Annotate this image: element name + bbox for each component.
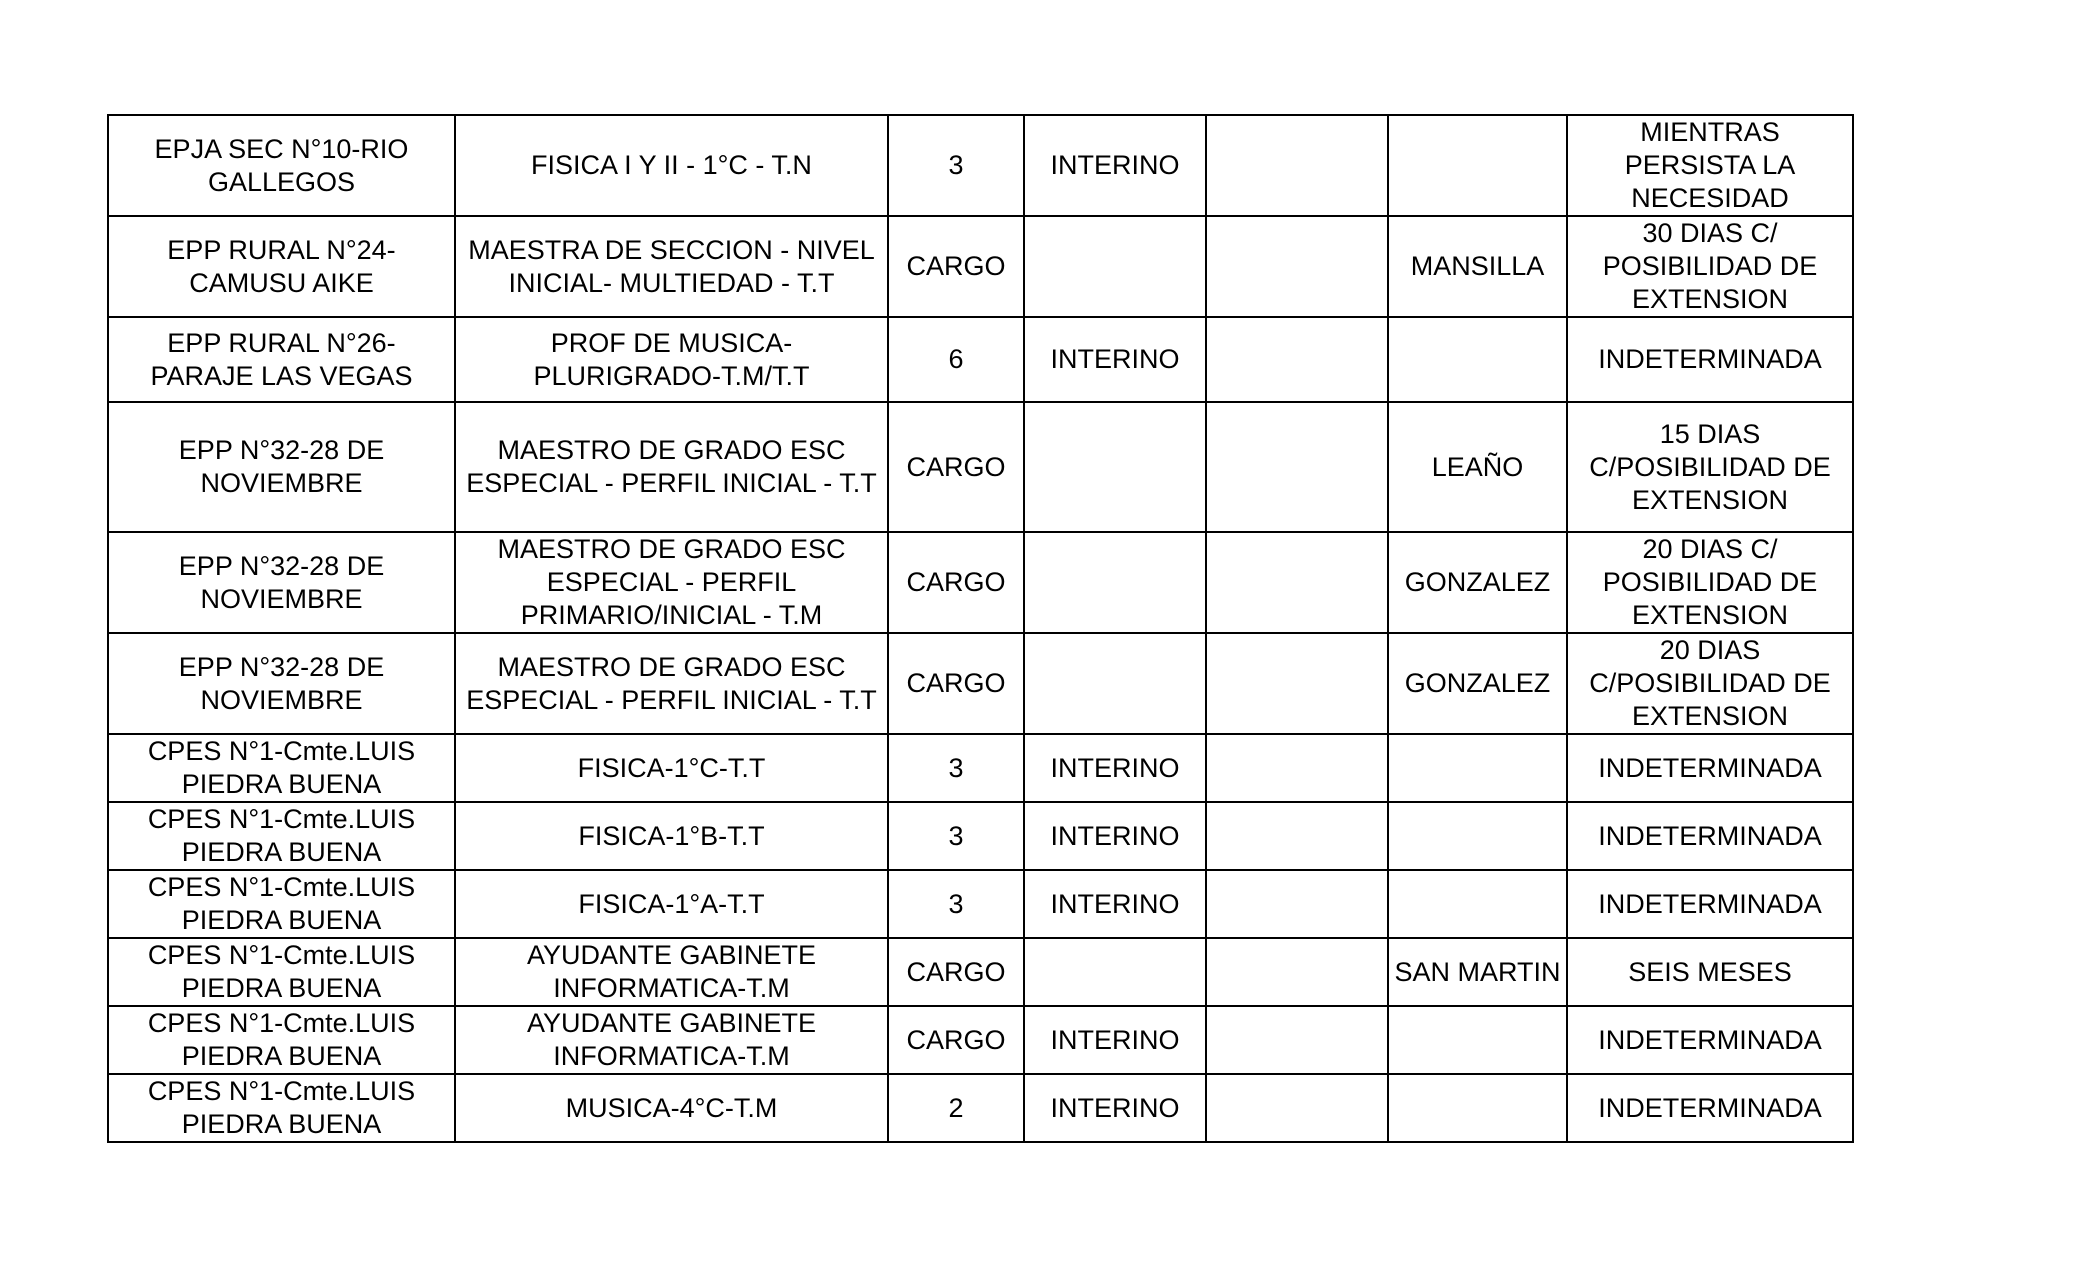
cell-escuela: CPES N°1-Cmte.LUIS PIEDRA BUENA — [108, 870, 455, 938]
cell-escuela: CPES N°1-Cmte.LUIS PIEDRA BUENA — [108, 802, 455, 870]
cell-espacio: MAESTRA DE SECCION - NIVEL INICIAL- MULTIEDAD - T.T — [455, 216, 888, 317]
cell-titular: GONZALEZ — [1388, 532, 1567, 633]
cell-duracion: INDETERMINADA — [1567, 802, 1853, 870]
cell-horas: CARGO — [888, 216, 1024, 317]
cell-duracion: 15 DIAS C/POSIBILIDAD DE EXTENSION — [1567, 402, 1853, 532]
cell-escuela: CPES N°1-Cmte.LUIS PIEDRA BUENA — [108, 1074, 455, 1142]
cell-escuela: EPJA SEC N°10-RIO GALLEGOS — [108, 115, 455, 216]
cell-situacion — [1024, 532, 1206, 633]
cell-col5 — [1206, 802, 1388, 870]
cell-situacion — [1024, 938, 1206, 1006]
cell-horas: CARGO — [888, 633, 1024, 734]
table-row — [108, 938, 1853, 1006]
cell-horas: 6 — [888, 317, 1024, 402]
cell-titular — [1388, 1074, 1567, 1142]
cell-espacio: AYUDANTE GABINETE INFORMATICA-T.M — [455, 1006, 888, 1074]
cell-espacio: MAESTRO DE GRADO ESC ESPECIAL - PERFIL INICIAL - T.T — [455, 633, 888, 734]
cell-col5 — [1206, 870, 1388, 938]
cell-horas: 3 — [888, 115, 1024, 216]
cell-espacio: FISICA I Y II - 1°C - T.N — [455, 115, 888, 216]
cell-duracion: INDETERMINADA — [1567, 1074, 1853, 1142]
cell-situacion: INTERINO — [1024, 734, 1206, 802]
cell-titular — [1388, 802, 1567, 870]
cell-col5 — [1206, 633, 1388, 734]
cell-espacio: FISICA-1°B-T.T — [455, 802, 888, 870]
table-row — [108, 115, 1853, 216]
cell-situacion: INTERINO — [1024, 1006, 1206, 1074]
cell-titular — [1388, 870, 1567, 938]
cell-situacion: INTERINO — [1024, 802, 1206, 870]
cell-duracion: MIENTRAS PERSISTA LA NECESIDAD — [1567, 115, 1853, 216]
cell-situacion — [1024, 633, 1206, 734]
cell-escuela: EPP RURAL N°24- CAMUSU AIKE — [108, 216, 455, 317]
cell-duracion: 20 DIAS C/POSIBILIDAD DE EXTENSION — [1567, 633, 1853, 734]
cell-titular: SAN MARTIN — [1388, 938, 1567, 1006]
cell-col5 — [1206, 938, 1388, 1006]
cell-espacio: MAESTRO DE GRADO ESC ESPECIAL - PERFIL INICIAL - T.T — [455, 402, 888, 532]
cell-duracion: 30 DIAS C/ POSIBILIDAD DE EXTENSION — [1567, 216, 1853, 317]
cell-espacio: MUSICA-4°C-T.M — [455, 1074, 888, 1142]
cell-titular: LEAÑO — [1388, 402, 1567, 532]
cell-horas: 3 — [888, 802, 1024, 870]
table-row — [108, 1074, 1853, 1142]
cell-titular — [1388, 1006, 1567, 1074]
cell-col5 — [1206, 1074, 1388, 1142]
cell-escuela: EPP N°32-28 DE NOVIEMBRE — [108, 532, 455, 633]
cell-col5 — [1206, 402, 1388, 532]
cell-col5 — [1206, 317, 1388, 402]
table-row — [108, 870, 1853, 938]
cell-situacion: INTERINO — [1024, 870, 1206, 938]
cell-espacio: PROF DE MUSICA- PLURIGRADO-T.M/T.T — [455, 317, 888, 402]
table-row — [108, 802, 1853, 870]
cell-escuela: CPES N°1-Cmte.LUIS PIEDRA BUENA — [108, 1006, 455, 1074]
cell-col5 — [1206, 1006, 1388, 1074]
cell-escuela: CPES N°1-Cmte.LUIS PIEDRA BUENA — [108, 734, 455, 802]
table-row — [108, 317, 1853, 402]
cell-horas: CARGO — [888, 938, 1024, 1006]
cell-horas: CARGO — [888, 532, 1024, 633]
cell-titular — [1388, 115, 1567, 216]
cell-col5 — [1206, 115, 1388, 216]
cell-duracion: INDETERMINADA — [1567, 317, 1853, 402]
cell-situacion: INTERINO — [1024, 317, 1206, 402]
cell-duracion: SEIS MESES — [1567, 938, 1853, 1006]
cell-horas: CARGO — [888, 402, 1024, 532]
cell-duracion: INDETERMINADA — [1567, 1006, 1853, 1074]
cell-titular — [1388, 317, 1567, 402]
cell-col5 — [1206, 734, 1388, 802]
cell-espacio: FISICA-1°C-T.T — [455, 734, 888, 802]
cell-col5 — [1206, 216, 1388, 317]
cell-horas: 3 — [888, 734, 1024, 802]
table-row — [108, 734, 1853, 802]
cell-situacion: INTERINO — [1024, 1074, 1206, 1142]
table-row — [108, 532, 1853, 633]
table-row — [108, 633, 1853, 734]
cell-col5 — [1206, 532, 1388, 633]
cell-situacion: INTERINO — [1024, 115, 1206, 216]
table-row — [108, 1006, 1853, 1074]
cell-escuela: EPP RURAL N°26- PARAJE LAS VEGAS — [108, 317, 455, 402]
cell-horas: CARGO — [888, 1006, 1024, 1074]
cell-titular: GONZALEZ — [1388, 633, 1567, 734]
cell-duracion: INDETERMINADA — [1567, 734, 1853, 802]
vacancies-table — [107, 114, 1854, 1143]
cell-titular: MANSILLA — [1388, 216, 1567, 317]
cell-situacion — [1024, 402, 1206, 532]
table-row — [108, 402, 1853, 532]
cell-titular — [1388, 734, 1567, 802]
cell-escuela: CPES N°1-Cmte.LUIS PIEDRA BUENA — [108, 938, 455, 1006]
cell-escuela: EPP N°32-28 DE NOVIEMBRE — [108, 633, 455, 734]
cell-espacio: AYUDANTE GABINETE INFORMATICA-T.M — [455, 938, 888, 1006]
cell-espacio: MAESTRO DE GRADO ESC ESPECIAL - PERFIL PRIMARIO/INICIAL - T.M — [455, 532, 888, 633]
cell-horas: 2 — [888, 1074, 1024, 1142]
cell-situacion — [1024, 216, 1206, 317]
cell-escuela: EPP N°32-28 DE NOVIEMBRE — [108, 402, 455, 532]
cell-duracion: 20 DIAS C/ POSIBILIDAD DE EXTENSION — [1567, 532, 1853, 633]
table-row — [108, 216, 1853, 317]
table-body — [108, 115, 1853, 1142]
cell-duracion: INDETERMINADA — [1567, 870, 1853, 938]
cell-horas: 3 — [888, 870, 1024, 938]
cell-espacio: FISICA-1°A-T.T — [455, 870, 888, 938]
